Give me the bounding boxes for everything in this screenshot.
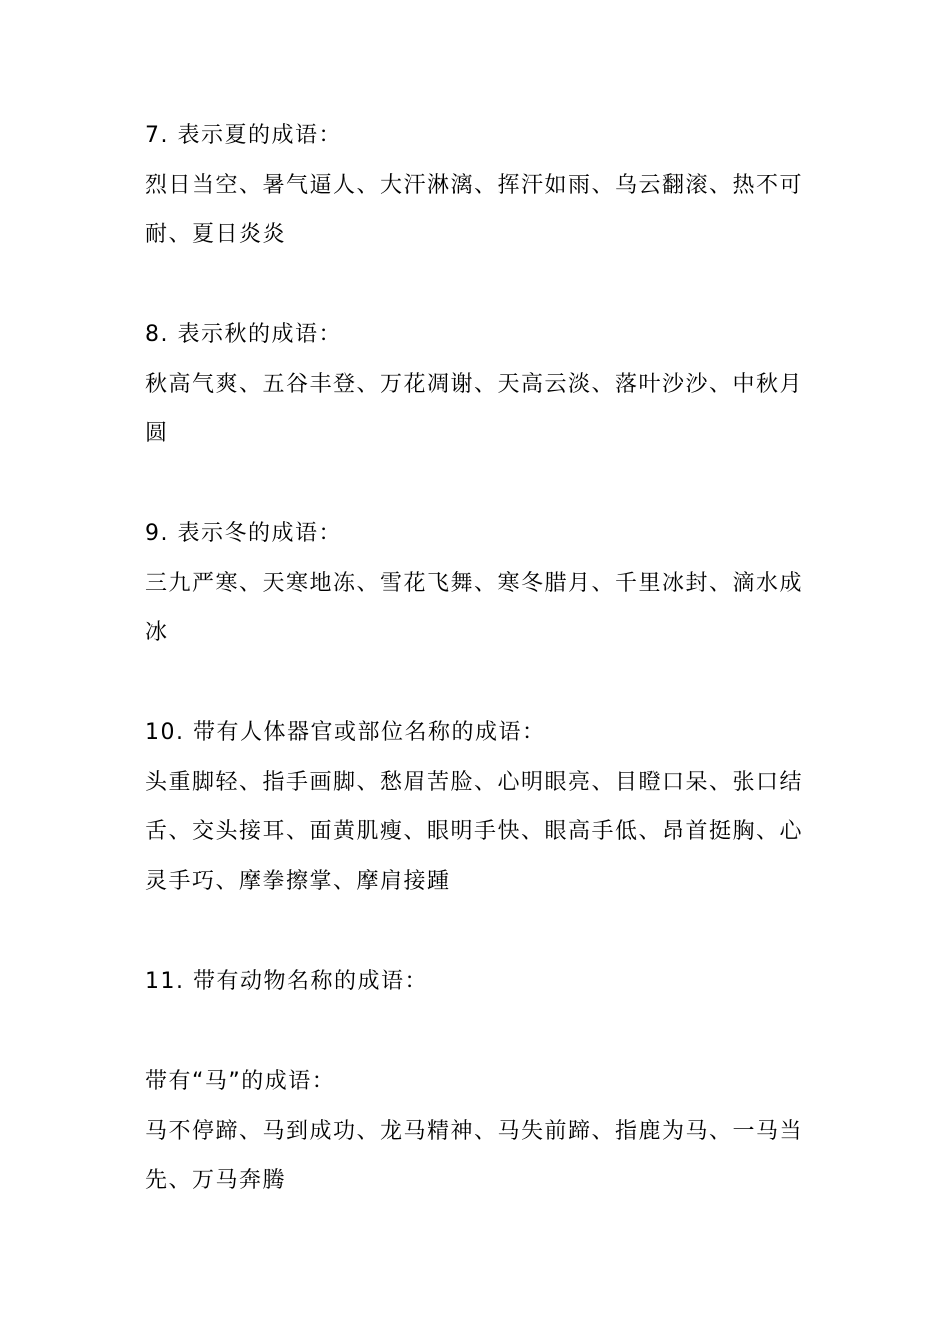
- horse-subsection-heading: 带有“马”的成语：: [145, 1069, 336, 1094]
- section-7-line-2: 耐、夏日炎炎: [145, 222, 287, 247]
- section-10-heading: 10. 带有人体器官或部位名称的成语：: [145, 720, 546, 745]
- horse-subsection-line-1: 马不停蹄、马到成功、龙马精神、马失前蹄、指鹿为马、一马当: [145, 1119, 804, 1144]
- section-10-line-3: 灵手巧、摩拳擦掌、摩肩接踵: [145, 869, 451, 894]
- section-7-line-1: 烈日当空、暑气逼人、大汗淋漓、挥汗如雨、乌云翻滚、热不可: [145, 173, 804, 198]
- section-8-line-1: 秋高气爽、五谷丰登、万花凋谢、天高云淡、落叶沙沙、中秋月: [145, 372, 804, 397]
- section-9-line-2: 冰: [145, 620, 169, 645]
- section-7-heading: 7. 表示夏的成语：: [145, 123, 342, 148]
- section-11-heading: 11. 带有动物名称的成语：: [145, 969, 428, 994]
- section-9-heading: 9. 表示冬的成语：: [145, 521, 342, 546]
- section-10-line-2: 舌、交头接耳、面黄肌瘦、眼明手快、眼高手低、昂首挺胸、心: [145, 819, 804, 844]
- section-8-line-2: 圆: [145, 421, 169, 446]
- section-8-heading: 8. 表示秋的成语：: [145, 322, 342, 347]
- section-10-line-1: 头重脚轻、指手画脚、愁眉苦脸、心明眼亮、目瞪口呆、张口结: [145, 770, 804, 795]
- section-9-line-1: 三九严寒、天寒地冻、雪花飞舞、寒冬腊月、千里冰封、滴水成: [145, 571, 804, 596]
- horse-subsection-line-2: 先、万马奔腾: [145, 1168, 287, 1193]
